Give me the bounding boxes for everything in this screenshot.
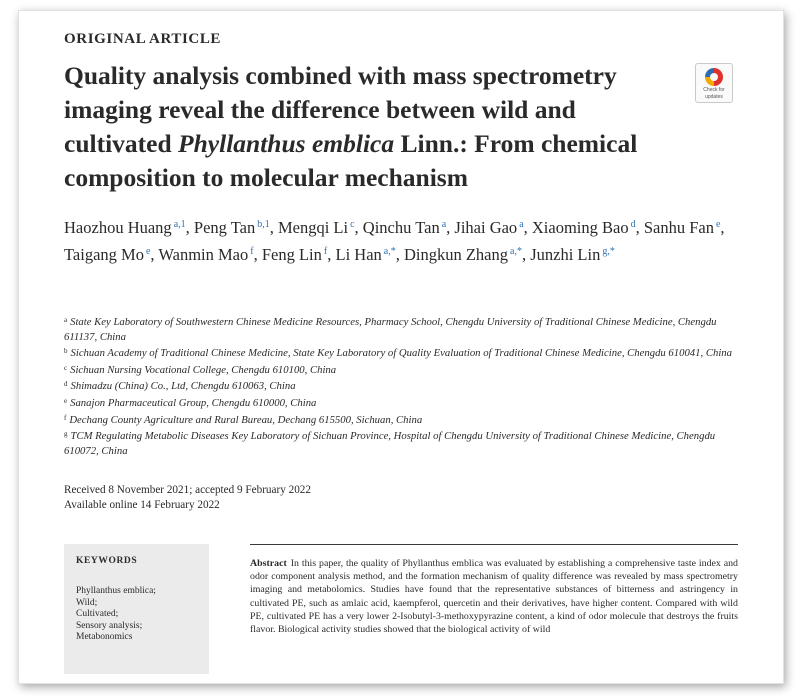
affiliation-key: g [64, 430, 68, 439]
author-separator: , [185, 218, 194, 237]
check-for-updates-icon [705, 68, 723, 86]
author-name: Haozhou Huang [64, 218, 172, 237]
affiliation-text: Sichuan Academy of Traditional Chinese Medicine, State Key Laboratory of Quality Evaluation of Traditional Chinese Medicine, Chengdu 610041, China [70, 347, 732, 360]
author-affiliation-marker[interactable]: a,* [383, 246, 396, 257]
author-name: Feng Lin [261, 245, 322, 264]
author-name: Mengqi Li [277, 218, 349, 237]
article-type-label: ORIGINAL ARTICLE [64, 31, 222, 47]
affiliation-text: TCM Regulating Metabolic Diseases Key Laboratory of Sichuan Province, Hospital of Chengdu University of Traditional Chinese Medicine, Chengdu 610072, China [64, 430, 716, 457]
affiliation-text: Shimadzu (China) Co., Ltd, Chengdu 610063, China [70, 380, 296, 393]
affiliation-key: b [64, 347, 68, 356]
affiliation-list [64, 313, 744, 458]
keywords-box [64, 544, 209, 674]
author-separator: , [354, 218, 363, 237]
keyword-item: Wild; [76, 597, 98, 608]
affiliation-key: a [64, 316, 68, 324]
author-name: Wanmin Mao [158, 245, 249, 264]
online-date: Available online 14 February 2022 [64, 498, 220, 511]
author-separator: , [720, 218, 725, 237]
article-title [64, 59, 674, 195]
author-separator: , [521, 245, 531, 264]
affiliation-item [64, 377, 744, 394]
author-affiliation-marker[interactable]: a,1 [173, 219, 186, 230]
author-separator: , [253, 245, 262, 264]
affiliation-text: Sichuan Nursing Vocational College, Chengdu 610100, China [70, 363, 337, 376]
affiliation-item [64, 361, 744, 378]
keyword-item: Sensory analysis; [76, 620, 143, 631]
affiliation-text: State Key Laboratory of Southwestern Chinese Medicine Resources, Pharmacy School, Chengdu University of Traditional Chinese Medicine, Chengdu 611137, China [64, 316, 717, 343]
keywords-heading: KEYWORDS [76, 556, 138, 566]
affiliation-key: e [64, 396, 68, 405]
article-page [18, 10, 784, 684]
keyword-item: Cultivated; [76, 609, 119, 620]
affiliation-item [64, 344, 744, 361]
affiliation-item [64, 394, 744, 411]
author-affiliation-marker[interactable]: a [519, 219, 524, 230]
abstract-label: Abstract [250, 558, 287, 569]
author-affiliation-marker[interactable]: c [350, 219, 355, 230]
author-separator: , [269, 218, 278, 237]
author-separator: , [395, 245, 404, 264]
affiliation-text: Dechang County Agriculture and Rural Bureau, Dechang 615500, Sichuan, China [69, 413, 423, 426]
keyword-item: Phyllanthus emblica; [76, 586, 156, 596]
affiliation-key: f [64, 413, 67, 422]
author-separator: , [523, 218, 532, 237]
affiliation-item [64, 427, 744, 458]
affiliation-key: d [64, 380, 68, 389]
title-part-1: Quality analysis combined with mass spectrometry imaging reveal the difference between wild and cultivated [64, 61, 617, 158]
keyword-item: Metabonomics [76, 632, 133, 643]
title-species-name: Phyllanthus emblica [178, 129, 395, 158]
article-dates [64, 483, 311, 512]
author-name: Qinchu Tan [362, 218, 440, 237]
affiliation-key: c [64, 363, 68, 372]
title-part-2: Linn.: From chemical composition to molecular mechanism [64, 129, 638, 192]
author-separator: , [327, 245, 336, 264]
author-separator: , [635, 218, 644, 237]
badge-text-line-1: Check for [703, 87, 725, 93]
author-name: Taigang Mo [64, 245, 144, 264]
author-name: Sanhu Fan [643, 218, 714, 237]
author-name: Peng Tan [193, 218, 256, 237]
author-name: Jihai Gao [454, 218, 518, 237]
badge-text-line-2: updates [705, 94, 723, 100]
author-separator: , [446, 218, 455, 237]
author-affiliation-marker[interactable]: d [630, 219, 636, 230]
author-name: Li Han [335, 245, 382, 264]
author-name: Dingkun Zhang [403, 245, 508, 264]
affiliation-item [64, 411, 744, 428]
author-separator: , [150, 245, 159, 264]
affiliation-text: Sanajon Pharmaceutical Group, Chengdu 610000, China [70, 396, 317, 409]
received-date: Received 8 November 2021; accepted 9 February 2022 [64, 484, 311, 496]
author-affiliation-marker[interactable]: g,* [602, 246, 615, 257]
author-affiliation-marker[interactable]: e [145, 246, 151, 257]
author-affiliation-marker[interactable]: f [323, 246, 328, 257]
affiliation-item [64, 313, 744, 344]
check-for-updates-badge[interactable] [695, 63, 733, 103]
author-affiliation-marker[interactable]: b,1 [257, 219, 270, 230]
keywords-list [76, 586, 156, 644]
abstract [250, 557, 738, 636]
author-list [64, 213, 744, 267]
abstract-divider [250, 544, 738, 545]
author-name: Junzhi Lin [530, 245, 601, 264]
author-name: Xiaoming Bao [531, 218, 629, 237]
author-affiliation-marker[interactable]: e [715, 219, 721, 230]
author-affiliation-marker[interactable]: a,* [510, 246, 522, 257]
abstract-text: In this paper, the quality of Phyllanthus emblica was evaluated by establishing a comprehensive taste index and odor component analysis method, and the formation mechanism of quality difference was revealed by mass spectrometry imaging and metabolomics. Studies have found that the representative substances of bitterness and astringency in cultivated PE, such as amlaic acid, kaempferol, quercetin and their derivatives, have higher content. Compared with wild PE, cultivated PE has a very lower 2-Isobutyl-3-methoxypyrazine content, a kind of odor molecule that destroys the fruits flavor. Biological activity studies showed that the biological activity of wild [250, 558, 738, 636]
author-affiliation-marker[interactable]: a [441, 219, 447, 230]
author-affiliation-marker[interactable]: f [250, 246, 254, 257]
